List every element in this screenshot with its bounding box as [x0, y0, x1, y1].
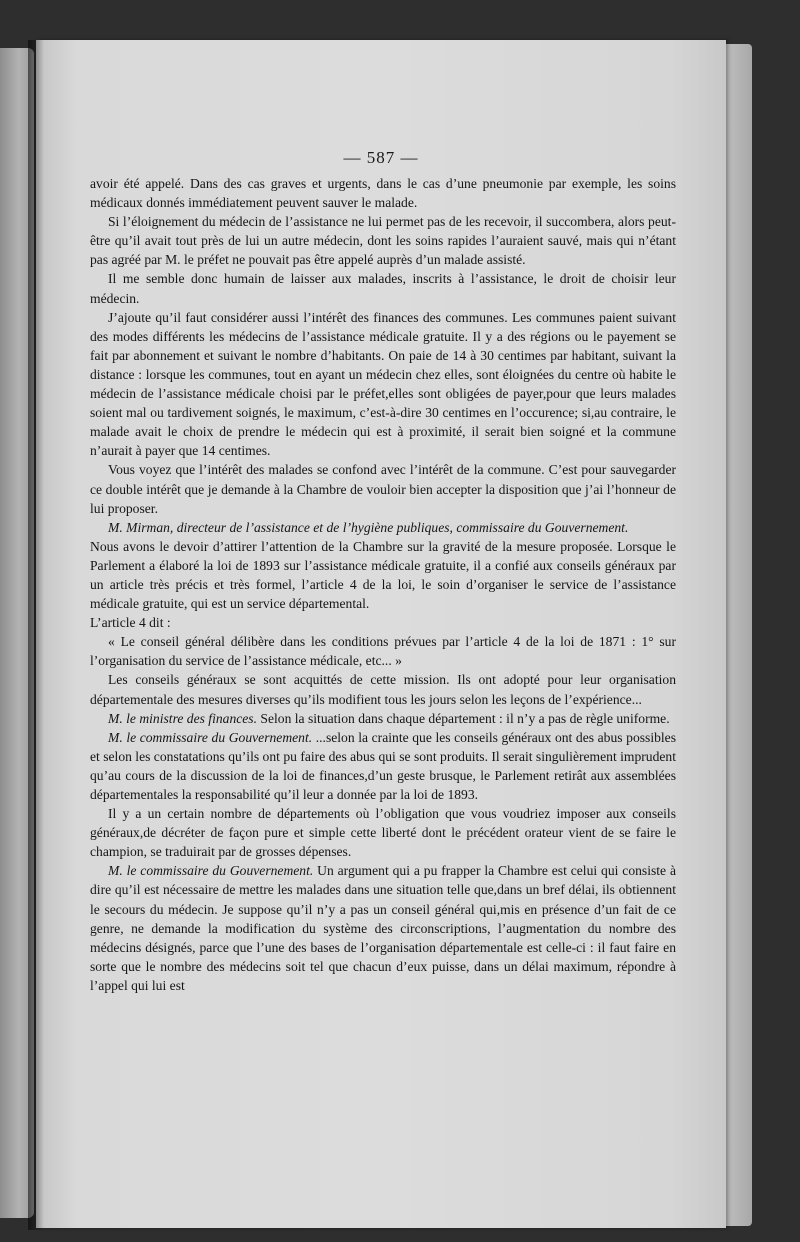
paragraph-text: Il y a un certain nombre de départements où l’obligation que vous voudriez imposer aux conseils généraux,de décréter de façon pure et simple cette liberté dont le précédent orateur vient de se faire le champion, se traduirait par de grosses dépenses.: [90, 806, 676, 860]
paragraph: [90, 212, 676, 269]
gutter-shadow: [28, 40, 44, 1230]
speaker-name: M. le ministre des finances.: [108, 710, 258, 726]
paragraph-text: avoir été appelé. Dans des cas graves et urgents, dans le cas d’une pneumonie par exemple, les soins médicaux donnés immédiatement peuvent sauver le malade.: [90, 176, 676, 211]
paragraph-text: Si l’éloignement du médecin de l’assistance ne lui permet pas de les recevoir, il succombera, alors peut-être qu’il avait tout près de lui un autre médecin, dont les soins rapides l’auraient sauvé, mais qui n’étant pas agréé par M. le préfet ne pouvait pas être appelé auprès d’un malade assisté.: [90, 214, 676, 268]
paragraph-text: J’ajoute qu’il faut considérer aussi l’intérêt des finances des communes. Les communes paient suivant des modes différents les médecins de l’assistance médicale gratuite. Il y a des régions ou le payement se fait par abonnement et suivant le nombre d’habitants. On paie de 14 à 30 centimes par habitant, suivant la distance : lorsque les communes, tout en ayant un médecin chez elles, sont éloignées du centre où habite le médecin de l’assistance médicale choisi par le préfet,elles sont obligées de payer,pour que leurs malades soient mal ou tardivement soignés, le maximum, c’est-à-dire 30 centimes en l’occurence; si,au contraire, le malade avait le choix de prendre le médecin qui est à proximité, il serait bien soigné et la commune n’aurait à payer que 14 centimes.: [90, 309, 676, 459]
page-number: — 587 —: [343, 148, 419, 167]
paragraph: [90, 709, 676, 728]
page-text: [90, 174, 676, 995]
speaker-name: M. le commissaire du Gouvernement.: [108, 729, 313, 745]
paragraph-text: Selon la situation dans chaque département : il n’y a pas de règle uniforme.: [257, 710, 670, 726]
paragraph-text: L’article 4 dit :: [90, 615, 171, 631]
paragraph: [90, 269, 676, 307]
paragraph-text: « Le conseil général délibère dans les conditions prévues par l’article 4 de la loi de 1871 : 1° sur l’organisation du service de l’assistance médicale, etc... »: [90, 634, 676, 669]
paragraph: [90, 861, 676, 995]
paragraph-text: Vous voyez que l’intérêt des malades se confond avec l’intérêt de la commune. C’est pour sauvegarder ce double intérêt que je demande à la Chambre de vouloir bien accepter la disposition que j’ai l’honneur de lui proposer.: [90, 462, 676, 516]
book-page: [36, 40, 726, 1228]
paragraph-text: Nous avons le devoir d’attirer l’attention de la Chambre sur la gravité de la mesure proposée. Lorsque le Parlement a élaboré la loi de 1893 sur l’assistance médicale gratuite, il a confié aux conseils généraux par un article très précis et très formel, l’article 4 de la loi, le soin d’organiser le service de l’assistance médicale gratuite, qui est un service départemental.: [90, 538, 676, 612]
paragraph: [90, 174, 676, 212]
paragraph: [90, 613, 676, 632]
paragraph: [90, 804, 676, 861]
paragraph-text: Il me semble donc humain de laisser aux malades, inscrits à l’assistance, le droit de choisir leur médecin.: [90, 271, 676, 306]
speaker-name: M. Mirman, directeur de l’assistance et de l’hygiène publiques, commissaire du Gouvernement.: [108, 519, 629, 535]
paragraph: [90, 518, 676, 537]
paragraph: [90, 670, 676, 708]
paragraph: [90, 632, 676, 670]
paragraph: [90, 537, 676, 613]
paragraph-text: Les conseils généraux se sont acquittés de cette mission. Ils ont adopté pour leur organisation départementale des mesures diverses qu’ils modifient tous les jours selon les leçons de l’expérience...: [90, 672, 676, 707]
paragraph: [90, 728, 676, 804]
paragraph: [90, 308, 676, 461]
paragraph-text: ...selon la crainte que les conseils généraux ont des abus possibles et selon les constatations qu’ils ont pu faire des abus qui se sont produits. Il serait singulièrement imprudent qu’au cours de la discussion de la loi de finances,d’un geste brusque, le Parlement retirât aux assemblées départementales la responsabilité qu’il leur a donnée par la loi de 1893.: [90, 729, 676, 802]
paragraph-text: Un argument qui a pu frapper la Chambre est celui qui consiste à dire qu’il est nécessaire de mettre les malades dans une situation telle que,dans un bref délai, ils obtiennent le secours du médecin. Je suppose qu’il n’y a pas un conseil général qui,mis en présence d’un fait de ce genre, ne demande la modification du système des circonscriptions, l’augmentation du nombre des médecins désignés, parce que l’une des bases de l’organisation départementale est celle-ci : il faut faire en sorte que le nombre des médecins soit tel que chacun d’eux puisse, dans un délai maximum, répondre à l’appel qui lui est: [90, 863, 676, 993]
speaker-name: M. le commissaire du Gouvernement.: [108, 863, 314, 879]
paragraph: [90, 460, 676, 517]
